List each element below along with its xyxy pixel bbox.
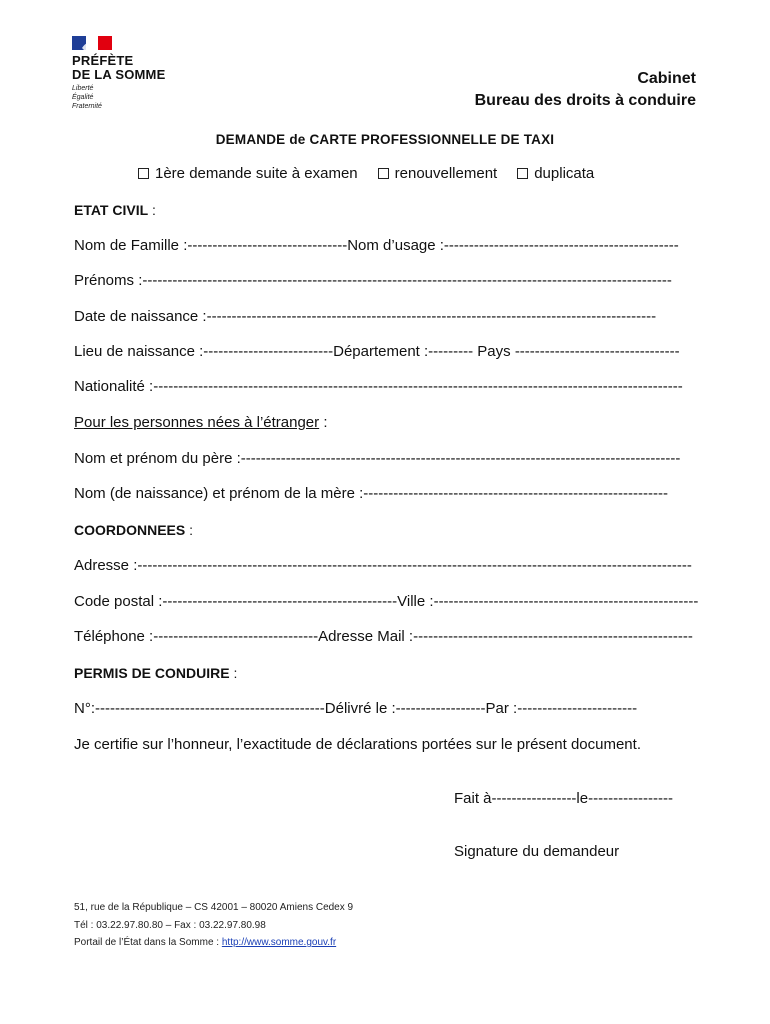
checkbox-renewal[interactable]: [378, 168, 389, 179]
republic-motto: [72, 84, 102, 111]
option-renewal-label: renouvellement: [394, 165, 498, 182]
field-prenoms[interactable]: Prénoms :----------------------------------------------------------------------------------------------------------: [74, 272, 672, 289]
signature-label: Signature du demandeur: [454, 843, 620, 860]
logo-title-line1: PRÉFÈTE: [72, 53, 134, 68]
foreign-born-note: [74, 413, 698, 433]
field-telephone[interactable]: Téléphone :---------------------------------Adresse Mail :--------------------------------------------------------: [74, 628, 693, 645]
certification-statement: Je certifie sur l’honneur, l’exactitude de déclarations portées sur le présent document.: [74, 736, 641, 753]
checkbox-first-request[interactable]: [138, 168, 149, 179]
field-date-naissance[interactable]: Date de naissance :------------------------------------------------------------------------------------------: [74, 308, 657, 325]
field-nationalite[interactable]: Nationalité :----------------------------------------------------------------------------------------------------------: [74, 378, 683, 395]
option-first-request-label: 1ère demande suite à examen: [155, 165, 358, 182]
field-pere[interactable]: Nom et prénom du père :----------------------------------------------------------------------------------------: [74, 450, 681, 467]
foreign-born-label: Pour les personnes nées à l’étranger: [74, 414, 320, 431]
section-colon: :: [148, 202, 156, 218]
section-etat-civil: [74, 200, 156, 220]
footer-address: 51, rue de la République – CS 42001 – 80020 Amiens Cedex 9: [74, 902, 354, 913]
header-bureau: Bureau des droits à conduire: [474, 92, 696, 109]
motto-liberte: Liberté: [72, 85, 94, 92]
field-mere[interactable]: Nom (de naissance) et prénom de la mère :-------------------------------------------------------------: [74, 485, 669, 502]
section-permis-label: PERMIS DE CONDUIRE: [74, 665, 230, 681]
section-etat-civil-label: ETAT CIVIL: [74, 202, 149, 218]
field-nom-famille[interactable]: Nom de Famille :--------------------------------Nom d’usage :-----------------------------------------------: [74, 237, 679, 254]
footer-portal-prefix: Portail de l’État dans la Somme :: [74, 937, 222, 948]
motto-egalite: Égalité: [72, 94, 94, 101]
option-duplicate-label: duplicata: [534, 165, 595, 182]
prefecture-logo-title: [72, 54, 165, 82]
document-title: DEMANDE de CARTE PROFESSIONNELLE DE TAXI: [215, 132, 555, 147]
section-colon: :: [185, 522, 194, 538]
section-coordonnees: [74, 520, 193, 540]
motto-fraternite: Fraternité: [72, 103, 102, 110]
footer-phone: Tél : 03.22.97.80.80 – Fax : 03.22.97.80.98: [74, 920, 266, 931]
checkbox-duplicate[interactable]: [517, 168, 528, 179]
logo-title-line2: DE LA SOMME: [72, 67, 166, 82]
header-cabinet: Cabinet: [637, 70, 696, 87]
footer-portal-link[interactable]: http://www.somme.gouv.fr: [221, 937, 337, 948]
option-renewal[interactable]: [378, 165, 498, 182]
field-adresse[interactable]: Adresse :---------------------------------------------------------------------------------------------------------------: [74, 557, 692, 574]
field-code-postal[interactable]: Code postal :-----------------------------------------------Ville :-----------------------------------------------------: [74, 593, 698, 610]
request-type-options: [138, 165, 594, 182]
field-fait-le[interactable]: Fait à-----------------le-----------------: [454, 790, 674, 807]
section-colon: :: [229, 665, 238, 681]
foreign-born-colon: :: [319, 414, 328, 431]
footer-portal: [74, 937, 336, 949]
field-lieu-naissance[interactable]: Lieu de naissance :--------------------------Département :--------- Pays ---------------------------------: [74, 343, 680, 360]
option-duplicate[interactable]: [517, 165, 594, 182]
field-numero-permis[interactable]: N°:----------------------------------------------Délivré le :------------------Par :------------------------: [74, 700, 638, 717]
marianne-flag-logo: [72, 36, 112, 50]
option-first-request[interactable]: [138, 165, 358, 182]
department-header: [475, 68, 696, 112]
section-permis: [74, 663, 237, 683]
section-coordonnees-label: COORDONNEES: [74, 522, 186, 538]
